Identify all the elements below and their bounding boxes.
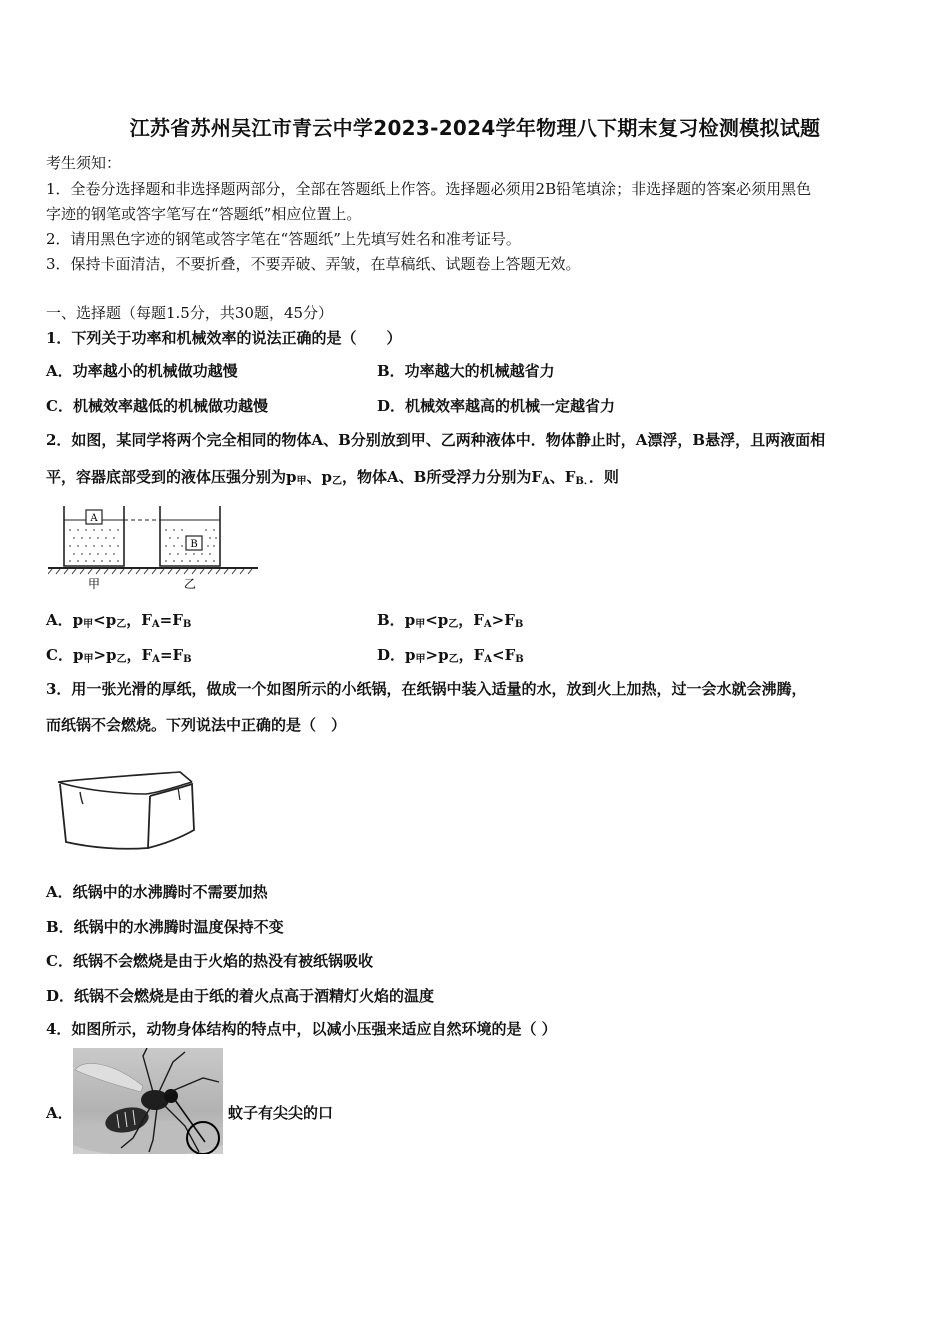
q2-option-b: B．$p_甲<p_乙$，$F_A>F_B$ (377, 611, 524, 630)
q4-mosquito-photo (73, 1048, 223, 1154)
q3-option-d: D．纸锅不会燃烧是由于纸的着火点高于酒精灯火焰的温度 (46, 987, 435, 1005)
q2-stem-line1: 2．如图，某同学将两个完全相同的物体A、B分别放到甲、乙两种液体中．物体静止时，A漂浮，B悬浮，且两液面相 (46, 431, 826, 449)
page-title: 江苏省苏州吴江市青云中学2023-2024学年物理八下期末复习检测模拟试题 (129, 116, 821, 140)
q3-option-b: B．纸锅中的水沸腾时温度保持不变 (46, 918, 284, 936)
q2-option-c: C．$p_甲>p_乙$，$F_A=F_B$ (46, 646, 192, 665)
q1-option-d: D．机械效率越高的机械一定越省力 (377, 397, 616, 415)
block-b-label: B (190, 539, 198, 550)
q1-stem: 1．下列关于功率和机械效率的说法正确的是（ ） (46, 329, 402, 347)
q4-stem: 4．如图所示，动物身体结构的特点中，以减小压强来适应自然环境的是（ ） (46, 1020, 557, 1038)
q2-stem-line2: 平，容器底部受到的液体压强分别为$p_甲$、$p_乙$，物体A、B所受浮力分别为$F_A$、$F_{B.}$．则 (46, 468, 619, 487)
q2-option-d: D．$p_甲>p_乙$，$F_A<F_B$ (377, 646, 524, 665)
q3-option-c: C．纸锅不会燃烧是由于火焰的热没有被纸锅吸收 (46, 952, 373, 970)
q1-option-c: C．机械效率越低的机械做功越慢 (46, 397, 268, 415)
block-a-label: A (90, 513, 98, 524)
notice-item-2: 2．请用黑色字迹的钢笔或答字笔在“答题纸”上先填写姓名和准考证号。 (46, 230, 521, 248)
q1-option-a: A．功率越小的机械做功越慢 (46, 362, 238, 380)
notice-heading: 考生须知： (46, 154, 122, 172)
q2-beakers-figure (48, 502, 262, 594)
notice-item-3: 3．保持卡面清洁，不要折叠，不要弄破、弄皱，在草稿纸、试题卷上答题无效。 (46, 255, 581, 273)
notice-item-1-cont: 字迹的钢笔或答字笔写在“答题纸”相应位置上。 (46, 205, 362, 223)
q4-option-a-text: 蚊子有尖尖的口 (228, 1104, 334, 1122)
q2-option-a: A．$p_甲<p_乙$，$F_A=F_B$ (46, 611, 192, 630)
notice-item-1: 1．全卷分选择题和非选择题两部分，全部在答题纸上作答。选择题必须用2B铅笔填涂；非选择题的答案必须用黑色 (46, 180, 812, 198)
beaker-jia-label: 甲 (87, 577, 101, 591)
q3-option-a: A．纸锅中的水沸腾时不需要加热 (46, 883, 268, 901)
q3-paper-pot-figure (52, 768, 202, 854)
section-heading: 一、选择题（每题1.5分，共30题，45分） (46, 304, 334, 322)
q1-option-b: B．功率越大的机械越省力 (377, 362, 555, 380)
beaker-yi-label: 乙 (183, 577, 197, 591)
q4-option-a-letter: A． (46, 1104, 73, 1122)
q3-stem-line1: 3．用一张光滑的厚纸，做成一个如图所示的小纸锅，在纸锅中装入适量的水，放到火上加热，过一会水就会沸腾， (46, 680, 807, 698)
q3-stem-line2: 而纸锅不会燃烧。下列说法中正确的是（ ） (46, 716, 347, 734)
